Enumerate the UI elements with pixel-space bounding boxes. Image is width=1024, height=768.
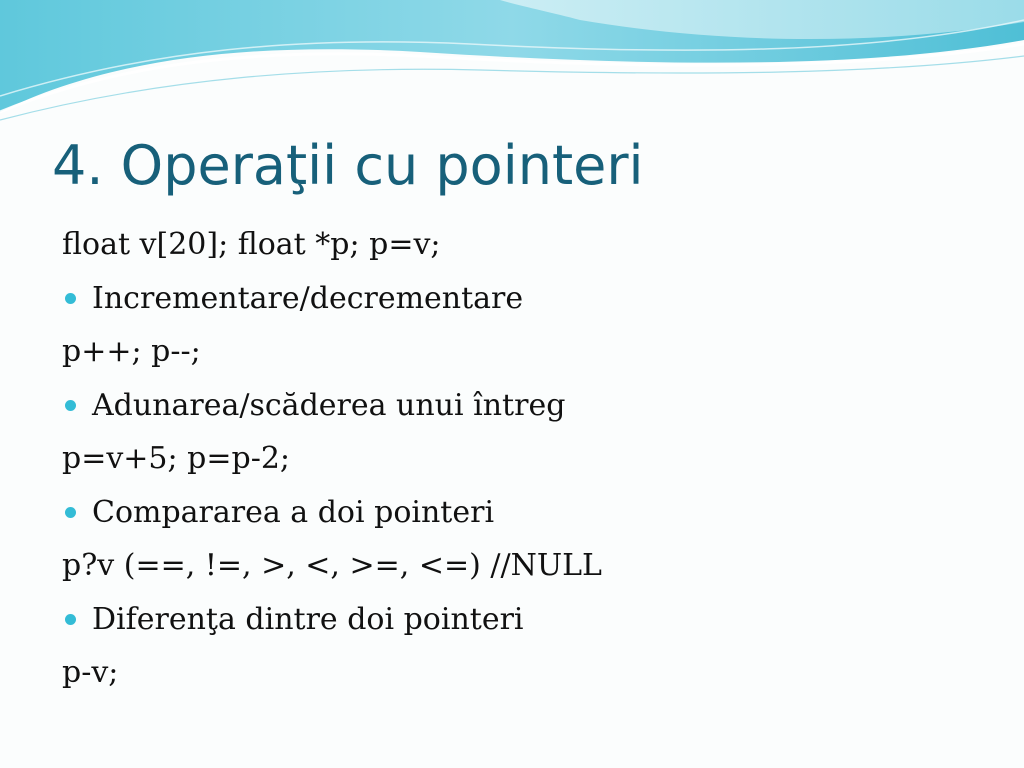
bullet-dot-icon — [65, 400, 76, 411]
code-line-difference — [62, 646, 1002, 700]
code-line-compare — [62, 539, 1002, 593]
code-line-add — [62, 432, 1002, 486]
bullet-item-increment — [62, 272, 1002, 326]
code-line-increment — [62, 325, 1002, 379]
line-text: p-v; — [62, 655, 119, 690]
bullet-item-compare — [62, 486, 1002, 540]
code-line-declaration — [62, 218, 1002, 272]
bullet-dot-icon — [65, 293, 76, 304]
bullet-dot-icon — [65, 614, 76, 625]
line-text: Diferenţa dintre doi pointeri — [92, 601, 524, 637]
line-text: p=v+5; p=p-2; — [62, 441, 291, 476]
line-text: p++; p--; — [62, 334, 201, 369]
line-text: Compararea a doi pointeri — [92, 494, 495, 530]
slide-body — [62, 218, 1002, 700]
line-text: Incrementare/decrementare — [92, 280, 524, 316]
line-text: p?v (==, !=, >, <, >=, <=) //NULL — [62, 548, 602, 583]
bullet-item-add — [62, 379, 1002, 433]
decorative-wave-header — [0, 0, 1024, 130]
line-text: float v[20]; float *p; p=v; — [62, 227, 441, 262]
slide-title: 4. Operaţii cu pointeri — [52, 134, 644, 197]
line-text: Adunarea/scăderea unui întreg — [92, 387, 566, 423]
bullet-dot-icon — [65, 507, 76, 518]
bullet-item-difference — [62, 593, 1002, 647]
